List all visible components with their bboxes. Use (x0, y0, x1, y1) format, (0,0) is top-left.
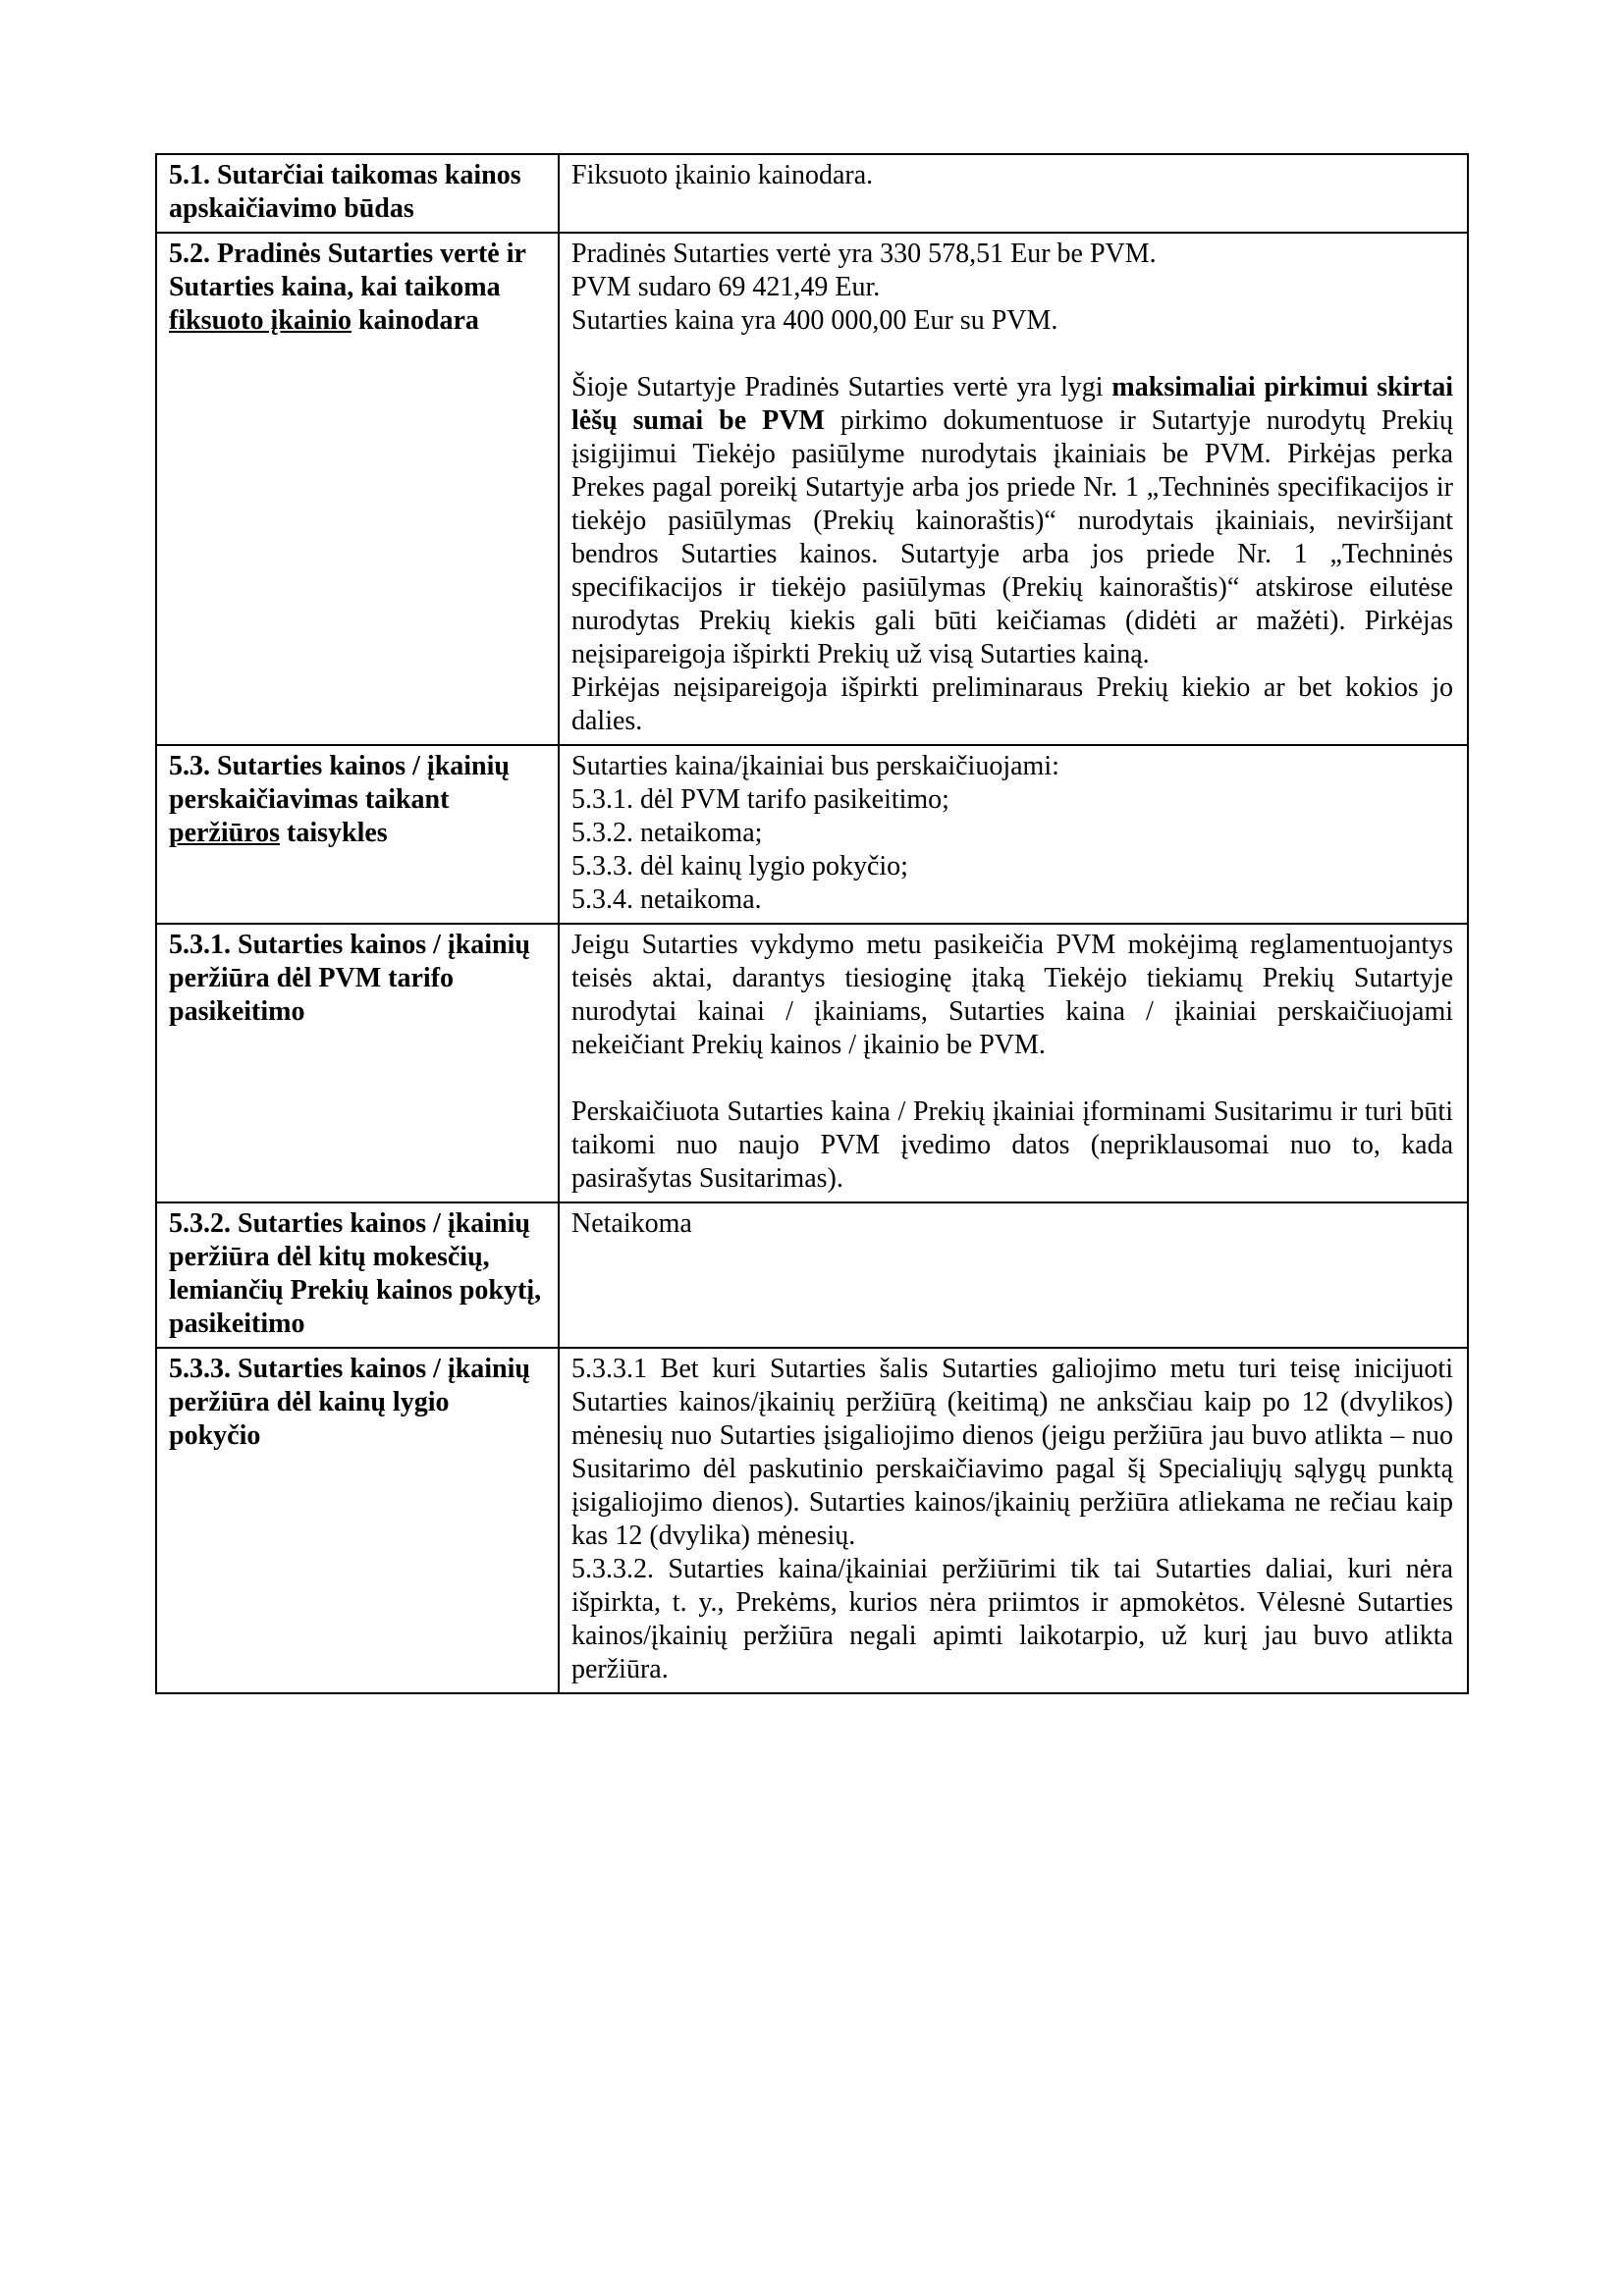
row-label-cell (156, 154, 559, 233)
text-run: Pirkėjas neįsipareigoja išpirkti preliminaraus Prekių kiekio ar bet kokios jo dalies. (571, 672, 1453, 736)
text-run: Netaikoma (571, 1208, 692, 1239)
row-content-cell (559, 745, 1468, 924)
paragraph (571, 1553, 1453, 1686)
row-label-cell (156, 924, 559, 1202)
text-run: fiksuoto įkainio (169, 305, 352, 336)
contract-terms-table (155, 153, 1469, 1694)
text-run: Sutarties kaina/įkainiai bus perskaičiuojami: (571, 751, 1059, 781)
paragraph (571, 304, 1453, 338)
text-run: Šioje Sutartyje Pradinės Sutarties vertė yra lygi (571, 372, 1112, 402)
paragraph (571, 371, 1453, 671)
text-run: 5.3.3. Sutarties kainos / įkainių peržiūra dėl kainų lygio pokyčio (169, 1354, 530, 1451)
text-run: 5.3.4. netaikoma. (571, 884, 762, 915)
row-label-cell (156, 1202, 559, 1348)
text-run: Fiksuoto įkainio kainodara. (571, 160, 874, 190)
text-run: 5.2. Pradinės Sutarties vertė ir Sutarties kaina, kai taikoma (169, 239, 526, 302)
text-run: 5.1. Sutarčiai taikomas kainos apskaičiavimo būdas (169, 160, 521, 224)
text-run: 5.3.2. netaikoma; (571, 818, 763, 848)
row-content-cell (559, 1202, 1468, 1348)
text-run: 5.3.3. dėl kainų lygio pokyčio; (571, 851, 908, 881)
table-row (156, 233, 1468, 745)
text-run: 5.3.3.2. Sutarties kaina/įkainiai peržiūrimi tik tai Sutarties daliai, kuri nėra išpirkta, t. y., Prekėms, kurios nėra priimtos ir apmokėtos. Vėlesnė Sutarties kainos/įkainių peržiūra negali apimti laikotarpio, už kurį jau buvo atlikta peržiūra. (571, 1554, 1453, 1684)
row-content-cell (559, 233, 1468, 745)
contract-terms-table-body (156, 154, 1468, 1693)
paragraph (571, 1353, 1453, 1553)
table-row (156, 154, 1468, 233)
text-run: Perskaičiuota Sutarties kaina / Prekių įkainiai įforminami Susitarimu ir turi būti taikomi nuo naujo PVM įvedimo datos (nepriklausomai nuo to, kada pasirašytas Susitarimas). (571, 1096, 1453, 1194)
text-run: kainodara (351, 305, 479, 336)
paragraph (571, 850, 1453, 883)
text-run: peržiūros (169, 818, 281, 848)
table-row (156, 1202, 1468, 1348)
paragraph (571, 671, 1453, 738)
row-content-cell (559, 1348, 1468, 1693)
paragraph (571, 929, 1453, 1062)
paragraph (571, 1207, 1453, 1241)
text-run: 5.3.1. Sutarties kainos / įkainių peržiūra dėl PVM tarifo pasikeitimo (169, 930, 530, 1027)
paragraph (571, 817, 1453, 850)
row-content-cell (559, 154, 1468, 233)
text-run: 5.3.2. Sutarties kainos / įkainių peržiūra dėl kitų mokesčių, lemiančių Prekių kainos pokytį, pasikeitimo (169, 1208, 542, 1339)
row-label-cell (156, 1348, 559, 1693)
paragraph (571, 1095, 1453, 1196)
text-run: Jeigu Sutarties vykdymo metu pasikeičia PVM mokėjimą reglamentuojantys teisės aktai, darantys tiesioginę įtaką Tiekėjo tiekiamų Prekių Sutartyje nurodytai kainai / įkainiams, Sutarties kaina / įkainiai perskaičiuojami nekeičiant Prekių kainos / įkainio be PVM. (571, 930, 1453, 1060)
paragraph (571, 783, 1453, 817)
text-run: maksimaliai pirkimui skirtai lėšų sumai be PVM (571, 372, 1453, 436)
blank-line (571, 1062, 1453, 1095)
row-content-cell (559, 924, 1468, 1202)
text-run: Pradinės Sutarties vertė yra 330 578,51 Eur be PVM. (571, 239, 1157, 269)
paragraph (571, 271, 1453, 304)
paragraph (571, 238, 1453, 271)
text-run: 5.3.1. dėl PVM tarifo pasikeitimo; (571, 784, 949, 815)
row-label-cell (156, 233, 559, 745)
paragraph (571, 750, 1453, 783)
text-run: 5.3. Sutarties kainos / įkainių perskaičiavimas taikant (169, 751, 510, 815)
blank-line (571, 338, 1453, 371)
table-row (156, 745, 1468, 924)
text-run: PVM sudaro 69 421,49 Eur. (571, 272, 881, 302)
paragraph (571, 883, 1453, 917)
row-label-cell (156, 745, 559, 924)
table-row (156, 924, 1468, 1202)
table-row (156, 1348, 1468, 1693)
text-run: Sutarties kaina yra 400 000,00 Eur su PVM. (571, 305, 1058, 336)
text-run: 5.3.3.1 Bet kuri Sutarties šalis Sutarties galiojimo metu turi teisę inicijuoti Sutarties kainos/įkainių peržiūrą (keitimą) ne anksčiau kaip po 12 (dvylikos) mėnesių nuo Sutarties įsigaliojimo dienos (jeigu peržiūra jau buvo atlikta – nuo Susitarimo dėl paskutinio perskaičiavimo pagal šį Specialiųjų sąlygų punktą įsigaliojimo dienos). Sutarties kainos/įkainių peržiūra atliekama ne rečiau kaip kas 12 (dvylika) mėnesių. (571, 1354, 1453, 1551)
text-run: pirkimo dokumentuose ir Sutartyje nurodytų Prekių įsigijimui Tiekėjo pasiūlyme nurodytais įkainiais be PVM. Pirkėjas perka Prekes pagal poreikį Sutartyje arba jos priede Nr. 1 „Techninės specifikacijos ir tiekėjo pasiūlymas (Prekių kainoraštis)“ nurodytais įkainiais, neviršijant bendros Sutarties kainos. Sutartyje arba jos priede Nr. 1 „Techninės specifikacijos ir tiekėjo pasiūlymas (Prekių kainoraštis)“ atskirose eilutėse nurodytas Prekių kiekis gali būti keičiamas (didėti ar mažėti). Pirkėjas neįsipareigoja išpirkti Prekių už visą Sutarties kainą. (571, 405, 1453, 669)
paragraph (571, 159, 1453, 192)
text-run: taisykles (280, 818, 388, 848)
